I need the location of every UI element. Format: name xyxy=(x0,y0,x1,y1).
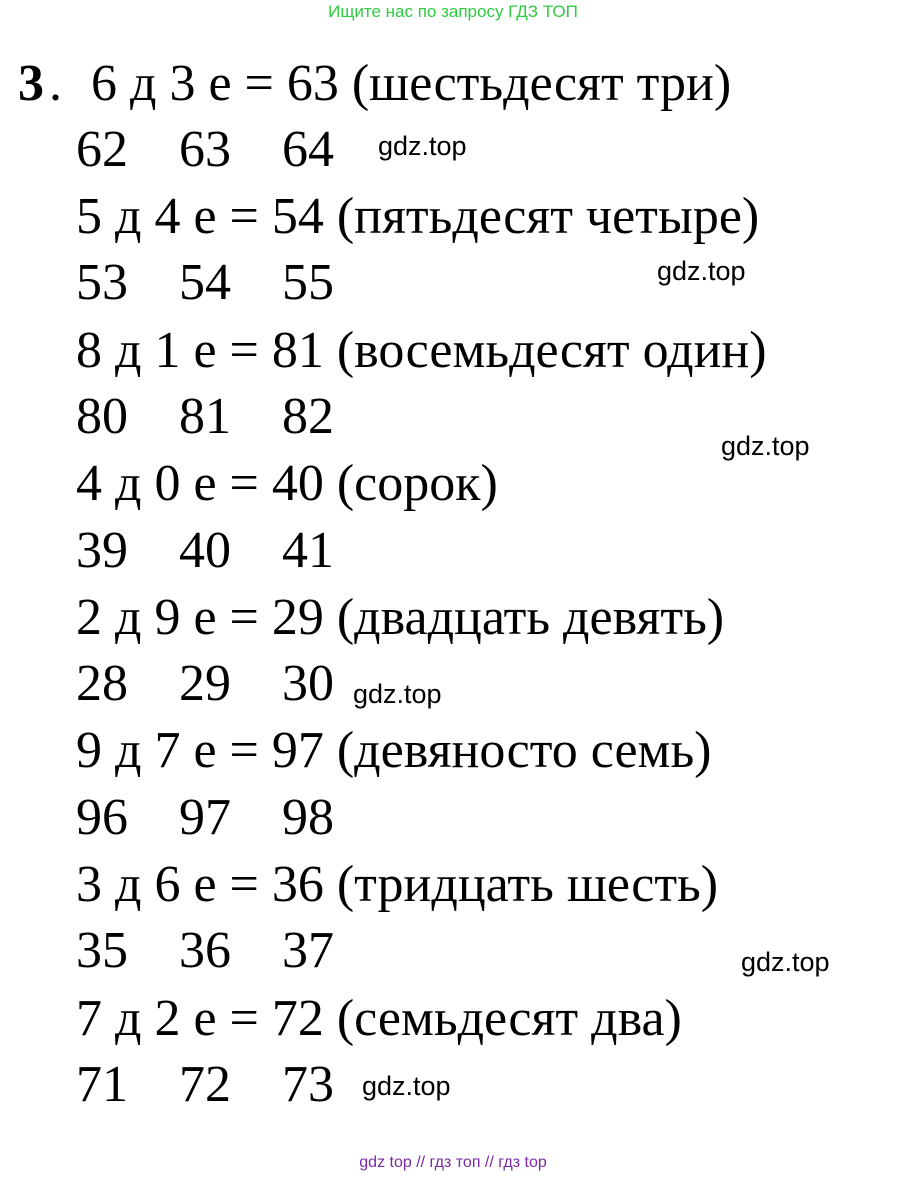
number-triple xyxy=(76,121,385,178)
number-triple xyxy=(76,522,385,579)
watermark: gdz.top xyxy=(657,256,746,286)
equation-line: 9 д 7 е = 97 (девяносто семь) xyxy=(76,722,712,779)
watermark: gdz.top xyxy=(378,131,467,161)
watermark: gdz.top xyxy=(741,947,830,977)
number: 64 xyxy=(282,121,334,178)
watermark: gdz.top xyxy=(362,1071,451,1101)
top-banner: Ищите нас по запросу ГДЗ ТОП xyxy=(328,2,578,21)
number: 37 xyxy=(282,922,334,979)
number: 80 xyxy=(76,388,128,445)
equation-line: 7 д 2 е = 72 (семьдесят два) xyxy=(76,990,682,1047)
number-triple xyxy=(76,789,385,846)
number: 35 xyxy=(76,922,128,979)
number: 98 xyxy=(282,789,334,846)
number: 96 xyxy=(76,789,128,846)
number-triple xyxy=(76,254,385,311)
task-number: 3 xyxy=(18,55,44,112)
number-triple xyxy=(76,922,385,979)
number: 82 xyxy=(282,388,334,445)
equation-line: 5 д 4 е = 54 (пятьдесят четыре) xyxy=(76,188,760,245)
number: 30 xyxy=(282,655,334,712)
number: 71 xyxy=(76,1056,128,1113)
task-number-dot: . xyxy=(49,55,62,112)
number: 81 xyxy=(179,388,231,445)
number: 54 xyxy=(179,254,231,311)
number: 29 xyxy=(179,655,231,712)
bottom-banner: gdz top // гдз топ // гдз top xyxy=(359,1154,547,1171)
watermark: gdz.top xyxy=(353,679,442,709)
number: 73 xyxy=(282,1056,334,1113)
number: 62 xyxy=(76,121,128,178)
equation-line: 3 д 6 е = 36 (тридцать шесть) xyxy=(76,856,719,913)
number-triple xyxy=(76,388,385,445)
number: 39 xyxy=(76,522,128,579)
number-triple xyxy=(76,1056,385,1113)
watermark: gdz.top xyxy=(721,431,810,461)
number: 41 xyxy=(282,522,334,579)
number: 28 xyxy=(76,655,128,712)
number-triple xyxy=(76,655,385,712)
equation-line: 4 д 0 е = 40 (сорок) xyxy=(76,455,498,512)
number: 63 xyxy=(179,121,231,178)
number: 40 xyxy=(179,522,231,579)
number: 72 xyxy=(179,1056,231,1113)
equation-line: 8 д 1 е = 81 (восемьдесят один) xyxy=(76,322,767,379)
number: 55 xyxy=(282,254,334,311)
number: 36 xyxy=(179,922,231,979)
number: 53 xyxy=(76,254,128,311)
equation-line: 6 д 3 е = 63 (шестьдесят три) xyxy=(91,55,732,112)
equation-line: 2 д 9 е = 29 (двадцать девять) xyxy=(76,589,725,646)
number: 97 xyxy=(179,789,231,846)
